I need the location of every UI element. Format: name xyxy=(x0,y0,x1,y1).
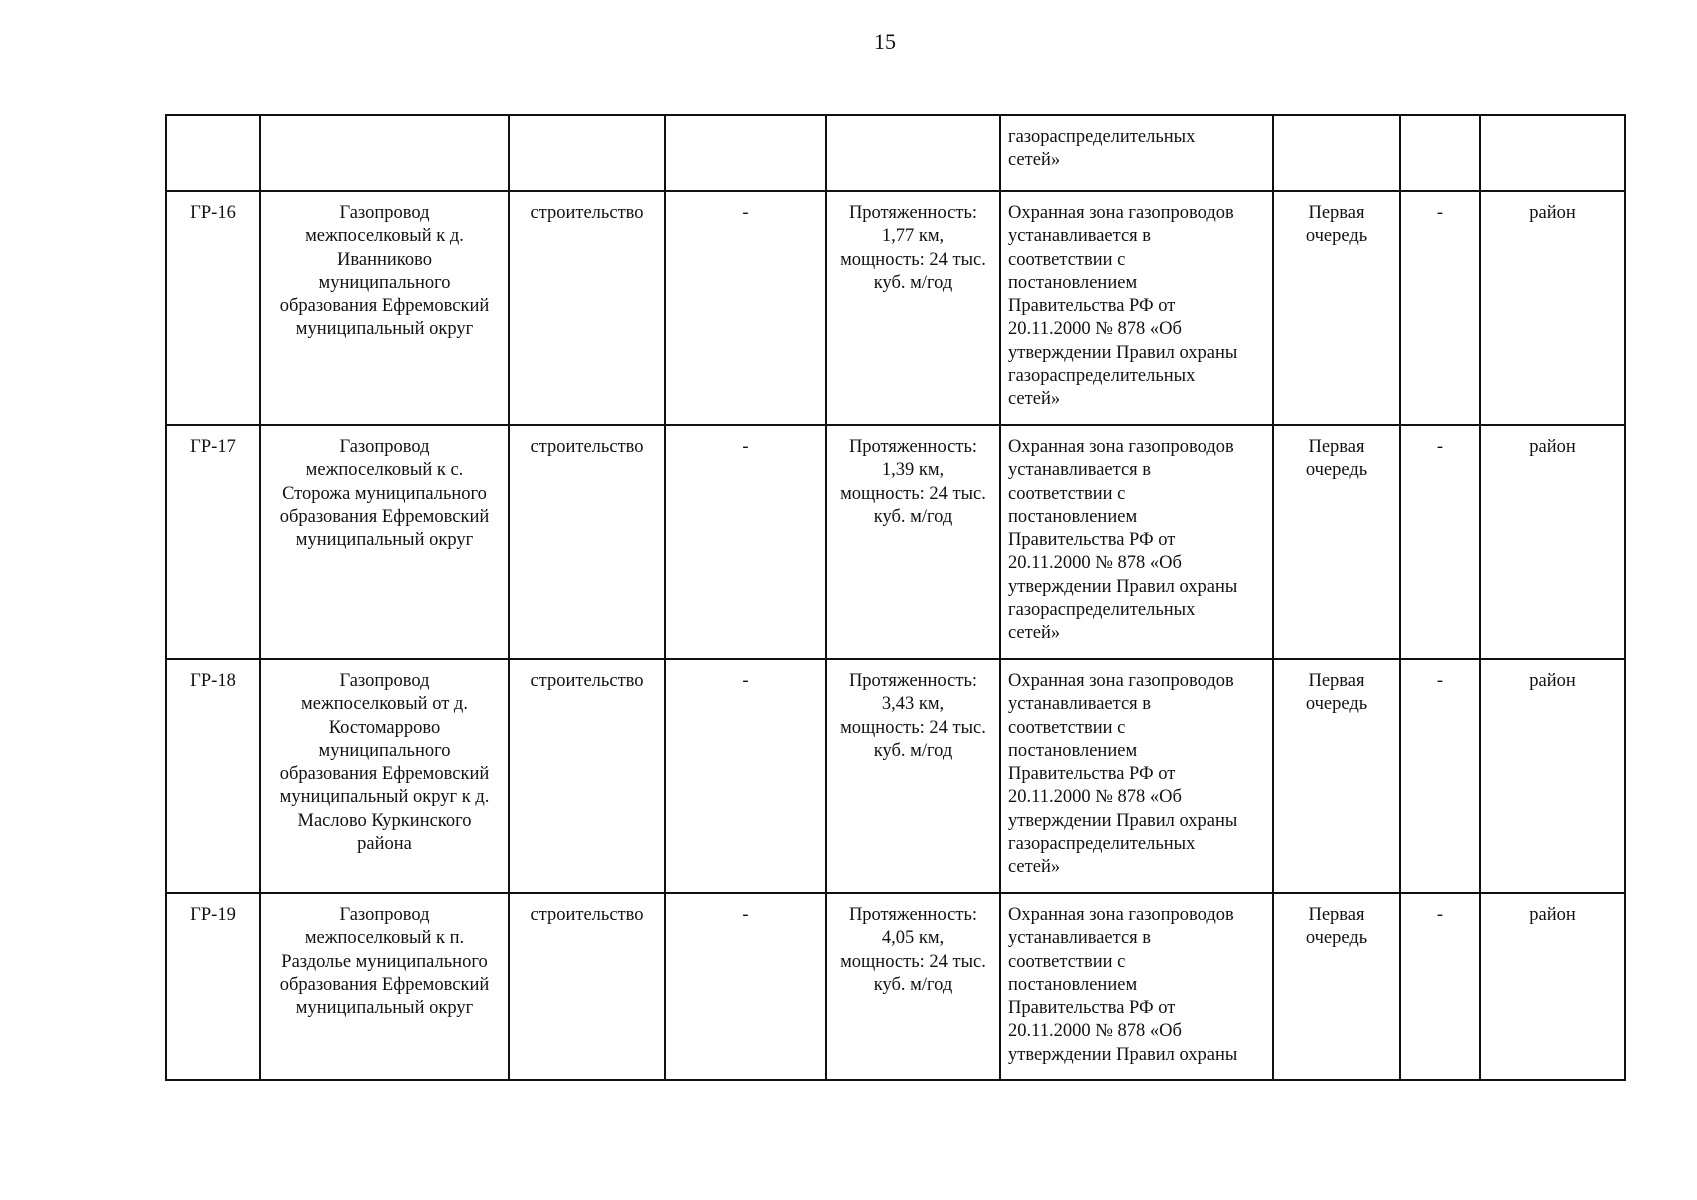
cell-stage xyxy=(1273,659,1400,893)
cell-kind xyxy=(509,893,665,1080)
location-text: район xyxy=(1529,671,1576,691)
cell-dash-2 xyxy=(1400,893,1480,1080)
dash-2-text: - xyxy=(1436,905,1444,925)
cell-name xyxy=(260,425,509,659)
dash-2-text: - xyxy=(1436,437,1444,457)
code-text: ГР-19 xyxy=(190,905,236,925)
cell-kind xyxy=(509,425,665,659)
cell-code xyxy=(166,425,260,659)
cell-zone xyxy=(1000,115,1273,191)
cell-name xyxy=(260,893,509,1080)
characteristics-text: Протяженность: 4,05 км, мощность: 24 тыс. куб. м/год xyxy=(840,905,986,995)
cell-characteristics xyxy=(826,115,1000,191)
page-number: 15 xyxy=(874,29,896,54)
cell-code xyxy=(166,115,260,191)
name-text: Газопровод межпоселковый к с. Сторожа муниципального образования Ефремовский муниципальный округ xyxy=(279,437,490,551)
table-row-continuation xyxy=(166,115,1625,191)
zone-text: Охранная зона газопроводов устанавливается в соответствии с постановлением Правительства РФ от 20.11.2000 № 878 «Об утверждении Правил охраны газораспределительных сетей» xyxy=(1008,203,1238,410)
cell-location xyxy=(1480,659,1625,893)
stage-text: Первая очередь xyxy=(1305,671,1368,715)
name-text: Газопровод межпоселковый к д. Иванниково муниципального образования Ефремовский муниципальный округ xyxy=(279,203,490,340)
code-text: ГР-18 xyxy=(190,671,236,691)
zone-text: Охранная зона газопроводов устанавливается в соответствии с постановлением Правительства РФ от 20.11.2000 № 878 «Об утверждении Правил охраны xyxy=(1008,905,1238,1065)
cell-characteristics xyxy=(826,659,1000,893)
kind-text: строительство xyxy=(530,203,644,223)
kind-text: строительство xyxy=(530,671,644,691)
cell-characteristics xyxy=(826,191,1000,425)
cell-location xyxy=(1480,191,1625,425)
cell-dash-2 xyxy=(1400,191,1480,425)
cell-zone xyxy=(1000,659,1273,893)
cell-kind xyxy=(509,115,665,191)
cell-dash xyxy=(665,893,826,1080)
dash-text: - xyxy=(742,203,749,223)
kind-text: строительство xyxy=(530,437,644,457)
cell-location xyxy=(1480,893,1625,1080)
cell-code xyxy=(166,893,260,1080)
cell-name xyxy=(260,659,509,893)
code-text: ГР-16 xyxy=(190,203,236,223)
kind-text: строительство xyxy=(530,905,644,925)
location-text: район xyxy=(1529,203,1576,223)
objects-table xyxy=(165,114,1626,1081)
cell-stage xyxy=(1273,191,1400,425)
location-text: район xyxy=(1529,437,1576,457)
table-row xyxy=(166,425,1625,659)
characteristics-text: Протяженность: 1,77 км, мощность: 24 тыс. куб. м/год xyxy=(840,203,986,293)
zone-text: Охранная зона газопроводов устанавливается в соответствии с постановлением Правительства РФ от 20.11.2000 № 878 «Об утверждении Правил охраны газораспределительных сетей» xyxy=(1008,437,1238,644)
code-text: ГР-17 xyxy=(190,437,236,457)
cell-characteristics xyxy=(826,425,1000,659)
stage-text: Первая очередь xyxy=(1305,203,1368,247)
dash-2-text: - xyxy=(1436,203,1444,223)
cell-code xyxy=(166,659,260,893)
dash-text: - xyxy=(742,905,749,925)
table-row xyxy=(166,893,1625,1080)
cell-stage xyxy=(1273,115,1400,191)
table-row xyxy=(166,191,1625,425)
cell-stage xyxy=(1273,425,1400,659)
dash-2-text: - xyxy=(1436,671,1444,691)
name-text: Газопровод межпоселковый к п. Раздолье муниципального образования Ефремовский муниципальный округ xyxy=(279,905,490,1019)
cell-location xyxy=(1480,115,1625,191)
location-text: район xyxy=(1529,905,1576,925)
cell-code xyxy=(166,191,260,425)
stage-text: Первая очередь xyxy=(1305,905,1368,949)
name-text: Газопровод межпоселковый от д. Костомаррово муниципального образования Ефремовский муниципальный округ к д. Маслово Куркинского района xyxy=(279,671,490,855)
zone-text: Охранная зона газопроводов устанавливается в соответствии с постановлением Правительства РФ от 20.11.2000 № 878 «Об утверждении Правил охраны газораспределительных сетей» xyxy=(1008,671,1238,878)
cell-dash xyxy=(665,425,826,659)
cell-zone xyxy=(1000,191,1273,425)
cell-kind xyxy=(509,191,665,425)
dash-text: - xyxy=(742,437,749,457)
cell-dash xyxy=(665,659,826,893)
cell-dash-2 xyxy=(1400,659,1480,893)
dash-text: - xyxy=(742,671,749,691)
characteristics-text: Протяженность: 1,39 км, мощность: 24 тыс. куб. м/год xyxy=(840,437,986,527)
cell-name xyxy=(260,115,509,191)
cell-dash-2 xyxy=(1400,115,1480,191)
cell-dash xyxy=(665,191,826,425)
cell-location xyxy=(1480,425,1625,659)
table-row xyxy=(166,659,1625,893)
stage-text: Первая очередь xyxy=(1305,437,1368,481)
cell-zone xyxy=(1000,893,1273,1080)
cell-stage xyxy=(1273,893,1400,1080)
cell-zone xyxy=(1000,425,1273,659)
cell-dash xyxy=(665,115,826,191)
cell-characteristics xyxy=(826,893,1000,1080)
cell-kind xyxy=(509,659,665,893)
zone-text: газораспределительных сетей» xyxy=(1008,127,1196,171)
cell-dash-2 xyxy=(1400,425,1480,659)
characteristics-text: Протяженность: 3,43 км, мощность: 24 тыс. куб. м/год xyxy=(840,671,986,761)
cell-name xyxy=(260,191,509,425)
